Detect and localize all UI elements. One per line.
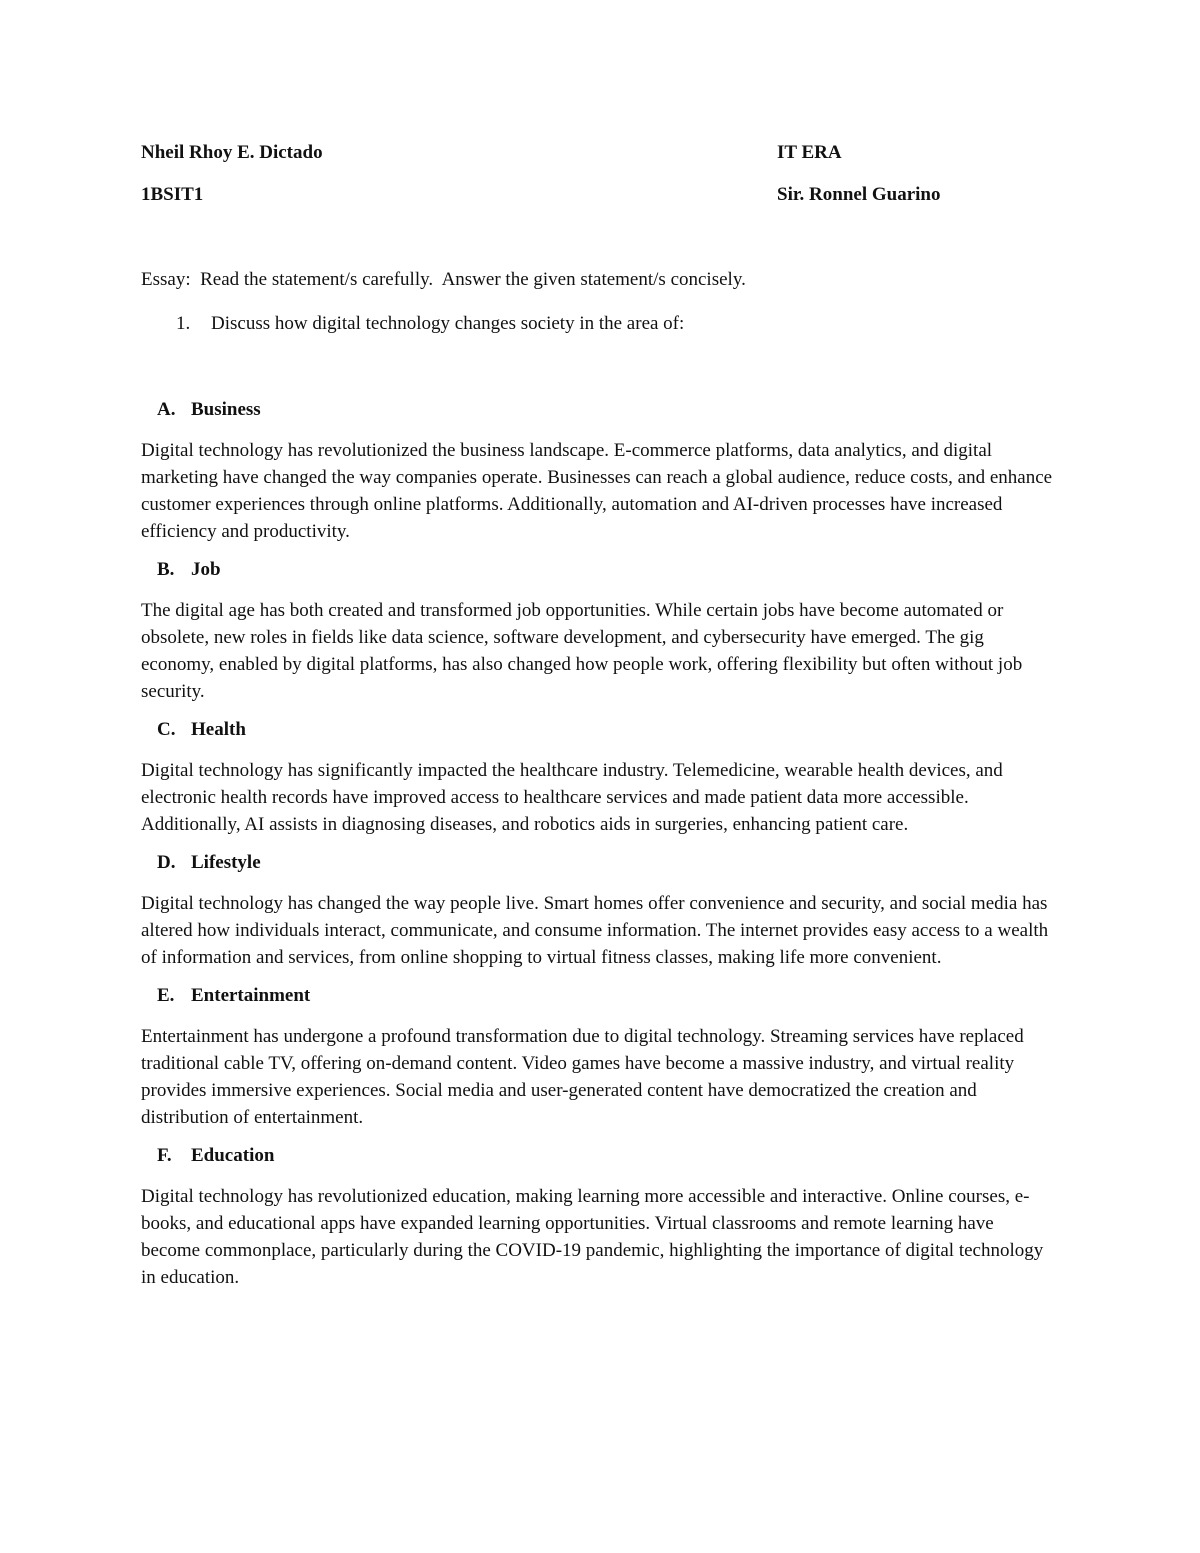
header-row-1 [141, 142, 1061, 168]
section-heading [157, 396, 1056, 423]
section-health [141, 716, 1056, 838]
section-education [141, 1142, 1056, 1291]
section-letter: C. [157, 719, 176, 740]
section-letter: B. [157, 559, 175, 580]
course-name: IT ERA [777, 142, 842, 163]
section-heading [157, 982, 1056, 1009]
section-heading [157, 716, 1056, 743]
section-heading [157, 1142, 1056, 1169]
section-job [141, 556, 1056, 705]
section-letter: A. [157, 399, 176, 420]
section-body: Digital technology has changed the way people live. Smart homes offer convenience and security, and social media has altered how individuals interact, communicate, and consume information. The internet provides easy access to a wealth of information and services, from online shopping to virtual fitness classes, making life more convenient. [141, 893, 1049, 968]
question-text: Discuss how digital technology changes society in the area of: [211, 313, 685, 334]
header-row-2 [141, 184, 1061, 210]
section-title: Entertainment [191, 985, 311, 1006]
section-body: Digital technology has significantly impacted the healthcare industry. Telemedicine, wearable health devices, and electronic health records have improved access to healthcare services and made patient data more accessible. Additionally, AI assists in diagnosing diseases, and robotics aids in surgeries, enhancing patient care. [141, 760, 1003, 835]
student-name: Nheil Rhoy E. Dictado [141, 142, 323, 163]
essay-instruction: Essay: Read the statement/s carefully. Answer the given statement/s concisely. [141, 269, 746, 290]
question-item [176, 313, 684, 335]
section-heading [157, 849, 1056, 876]
section-title: Lifestyle [191, 852, 261, 873]
section-lifestyle [141, 849, 1056, 971]
essay-content [141, 396, 1056, 1302]
section-body: Digital technology has revolutionized education, making learning more accessible and interactive. Online courses, e-books, and educational apps have expanded learning opportunities. Virtual classrooms and remote learning have become commonplace, particularly during the COVID-19 pandemic, highlighting the importance of digital technology in education. [141, 1186, 1044, 1288]
section-body: The digital age has both created and transformed job opportunities. While certain jobs have become automated or obsolete, new roles in fields like data science, software development, and cybersecurity have emerged. The gig economy, enabled by digital platforms, has also changed how people work, offering flexibility but often without job security. [141, 600, 1023, 702]
section-title: Education [191, 1145, 275, 1166]
instructor-name: Sir. Ronnel Guarino [777, 184, 941, 205]
section-business [141, 396, 1056, 545]
question-number: 1. [176, 313, 191, 334]
section-body: Entertainment has undergone a profound transformation due to digital technology. Streaming services have replaced traditional cable TV, offering on-demand content. Video games have become a massive industry, and virtual reality provides immersive experiences. Social media and user-generated content have democratized the creation and distribution of entertainment. [141, 1026, 1024, 1128]
section-entertainment [141, 982, 1056, 1131]
student-section: 1BSIT1 [141, 184, 204, 205]
section-heading [157, 556, 1056, 583]
section-letter: E. [157, 985, 175, 1006]
section-body: Digital technology has revolutionized the business landscape. E-commerce platforms, data analytics, and digital marketing have changed the way companies operate. Businesses can reach a global audience, reduce costs, and enhance customer experiences through online platforms. Additionally, automation and AI-driven processes have increased efficiency and productivity. [141, 440, 1053, 542]
section-letter: D. [157, 852, 176, 873]
section-title: Job [191, 559, 221, 580]
section-title: Business [191, 399, 261, 420]
section-letter: F. [157, 1145, 172, 1166]
section-title: Health [191, 719, 246, 740]
